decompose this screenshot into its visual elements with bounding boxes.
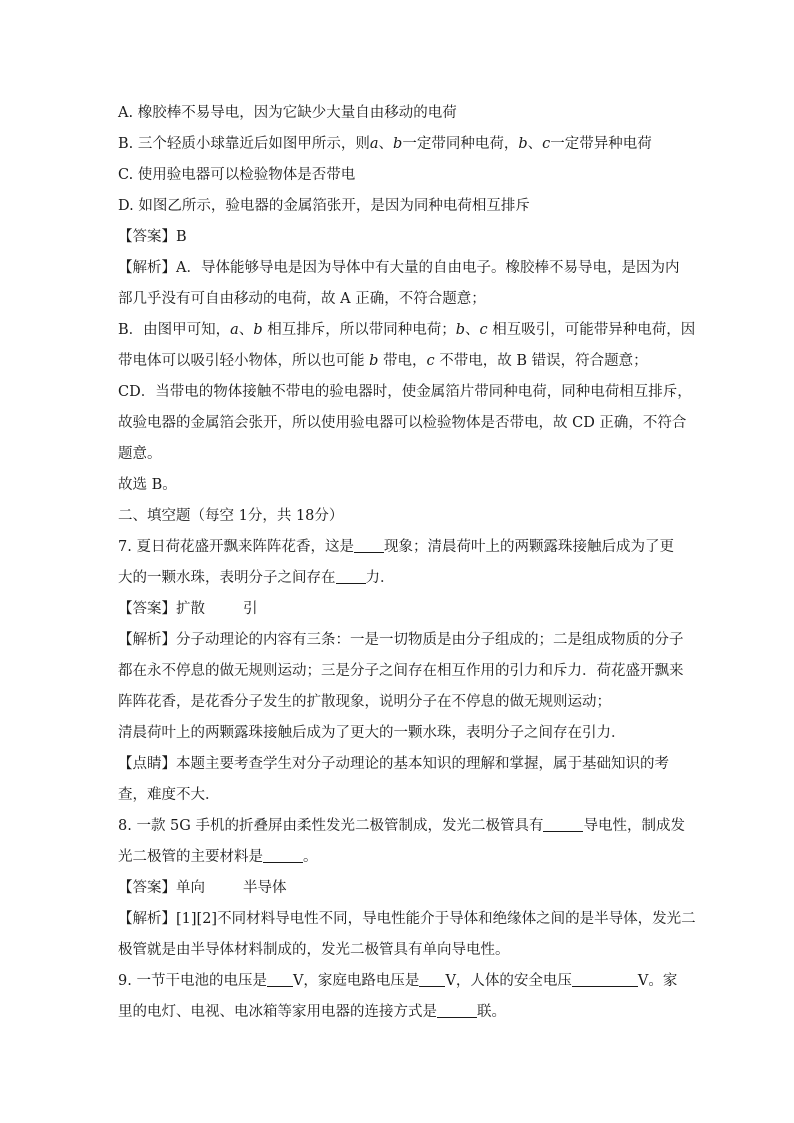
q8-analysis: 极管就是由半导体材料制成的，发光二极管具有单向导电性。 bbox=[118, 942, 510, 958]
q8-answer bbox=[118, 873, 678, 904]
q6-analysis: 部几乎没有可自由移动的电荷，故 A 正确，不符合题意； bbox=[118, 291, 486, 307]
q7-answer bbox=[118, 594, 678, 625]
q7-stem bbox=[118, 563, 678, 594]
q8-analysis: 【解析】[1][2]不同材料导电性不同，导电性能介于导体和绝缘体之间的是半导体，发光二 bbox=[118, 911, 696, 927]
text: 相互吸引，可能带异种电荷，因 bbox=[487, 322, 696, 338]
var-c: c bbox=[426, 353, 435, 369]
fill-blank[interactable] bbox=[419, 970, 445, 987]
option-c: C. 使用验电器可以检验物体是否带电 bbox=[118, 167, 356, 183]
text: 7. 夏日荷花盛开飘来阵阵花香，这是 bbox=[118, 539, 354, 555]
q6-answer: 【答案】B bbox=[118, 229, 187, 245]
fill-blank[interactable] bbox=[267, 970, 293, 987]
text: V。家 bbox=[637, 973, 678, 989]
text: 9. 一节干电池的电压是 bbox=[118, 973, 267, 989]
option-b-text: 一定带异种电荷 bbox=[550, 136, 652, 152]
option-d: D. 如图乙所示，验电器的金属箔张开，是因为同种电荷相互排斥 bbox=[118, 198, 530, 214]
text: 大的一颗水珠，表明分子之间存在 bbox=[118, 570, 336, 586]
q7-point: 查，难度不大． bbox=[118, 787, 220, 803]
text: 引 bbox=[243, 601, 258, 617]
q6-analysis: 【解析】A．导体能够导电是因为导体中有大量的自由电子。橡胶棒不易导电，是因为内 bbox=[118, 260, 680, 276]
var-c: c bbox=[542, 136, 551, 152]
q7-analysis: 阵阵花香，是花香分子发生的扩散现象，说明分子在不停息的做无规则运动； bbox=[118, 694, 611, 710]
text: 不带电，故 B 错误，符合题意； bbox=[434, 353, 648, 369]
text: 里的电灯、电视、电冰箱等家用电器的连接方式是 bbox=[118, 1004, 437, 1020]
q6-choice: 故选 B。 bbox=[118, 477, 177, 493]
q7-analysis: 【解析】分子动理论的内容有三条：一是一切物质是由分子组成的；二是组成物质的分子 bbox=[118, 632, 684, 648]
section-title: 二、填空题（每空 1分，共 18分） bbox=[118, 508, 344, 524]
fill-blank[interactable] bbox=[263, 846, 303, 863]
fill-blank[interactable] bbox=[543, 815, 583, 832]
q6-analysis bbox=[118, 346, 678, 377]
var-c: c bbox=[479, 322, 488, 338]
q8-stem bbox=[118, 811, 685, 842]
text: 力． bbox=[365, 570, 395, 586]
q7-analysis: 都在永不停息的做无规则运动；三是分子之间存在相互作用的引力和斥力．荷花盛开飘来 bbox=[118, 663, 684, 679]
fill-blank[interactable] bbox=[336, 567, 366, 584]
var-b: b bbox=[253, 322, 263, 338]
fill-blank[interactable] bbox=[354, 536, 384, 553]
text: 相互排斥，所以带同种电荷； bbox=[262, 322, 456, 338]
var-a: a bbox=[230, 322, 239, 338]
text: 带电体可以吸引轻小物体，所以也可能 bbox=[118, 353, 370, 369]
var-b: b bbox=[369, 353, 379, 369]
q7-point: 【点睛】本题主要考查学生对分子动理论的基本知识的理解和掌握，属于基础知识的考 bbox=[118, 756, 669, 772]
q9-stem bbox=[118, 966, 678, 997]
sep: 、 bbox=[527, 136, 543, 152]
text: 带电， bbox=[378, 353, 427, 369]
text: V，家庭电路电压是 bbox=[292, 973, 420, 989]
text: 半导体 bbox=[243, 880, 287, 896]
q9-stem bbox=[118, 997, 678, 1028]
q6-analysis bbox=[118, 315, 696, 346]
text: 。 bbox=[303, 849, 318, 865]
option-a: A. 橡胶棒不易导电，因为它缺少大量自由移动的电荷 bbox=[118, 105, 457, 121]
q8-stem bbox=[118, 842, 678, 873]
var-a: a bbox=[369, 136, 379, 152]
option-b-text: 一定带同种电荷， bbox=[402, 136, 519, 152]
text: 现象；清晨荷叶上的两颗露珠接触后成为了更 bbox=[383, 539, 674, 555]
q7-analysis: 清晨荷叶上的两颗露珠接触后成为了更大的一颗水珠，表明分子之间存在引力． bbox=[118, 725, 626, 741]
var-b: b bbox=[393, 136, 403, 152]
text: 联。 bbox=[477, 1004, 506, 1020]
text: V，人体的安全电压 bbox=[445, 973, 572, 989]
var-b: b bbox=[455, 322, 466, 338]
text: 【答案】单向 bbox=[118, 880, 205, 896]
sep: 、 bbox=[238, 322, 254, 338]
sep: 、 bbox=[465, 322, 480, 338]
q7-stem bbox=[118, 532, 678, 563]
text: 8. 一款 5G 手机的折叠屏由柔性发光二极管制成，发光二极管具有 bbox=[118, 818, 544, 834]
text: 导电性，制成发 bbox=[583, 818, 685, 834]
option-b-text: B. 三个轻质小球靠近后如图甲所示，则 bbox=[118, 136, 370, 152]
q6-analysis: CD．当带电的物体接触不带电的验电器时，使金属箔片带同种电荷，同种电荷相互排斥， bbox=[118, 384, 692, 400]
sep: 、 bbox=[378, 136, 394, 152]
text: 光二极管的主要材料是 bbox=[118, 849, 263, 865]
var-b: b bbox=[518, 136, 528, 152]
document-page bbox=[118, 98, 696, 1028]
option-b bbox=[118, 129, 678, 160]
fill-blank[interactable] bbox=[437, 1001, 477, 1018]
q6-analysis: 故验电器的金属箔会张开，所以使用验电器可以检验物体是否带电，故 CD 正确，不符合 bbox=[118, 415, 687, 431]
text: B．由图甲可知， bbox=[118, 322, 231, 338]
text: 【答案】扩散 bbox=[118, 601, 205, 617]
fill-blank[interactable] bbox=[572, 970, 638, 987]
q6-analysis: 题意。 bbox=[118, 446, 162, 462]
